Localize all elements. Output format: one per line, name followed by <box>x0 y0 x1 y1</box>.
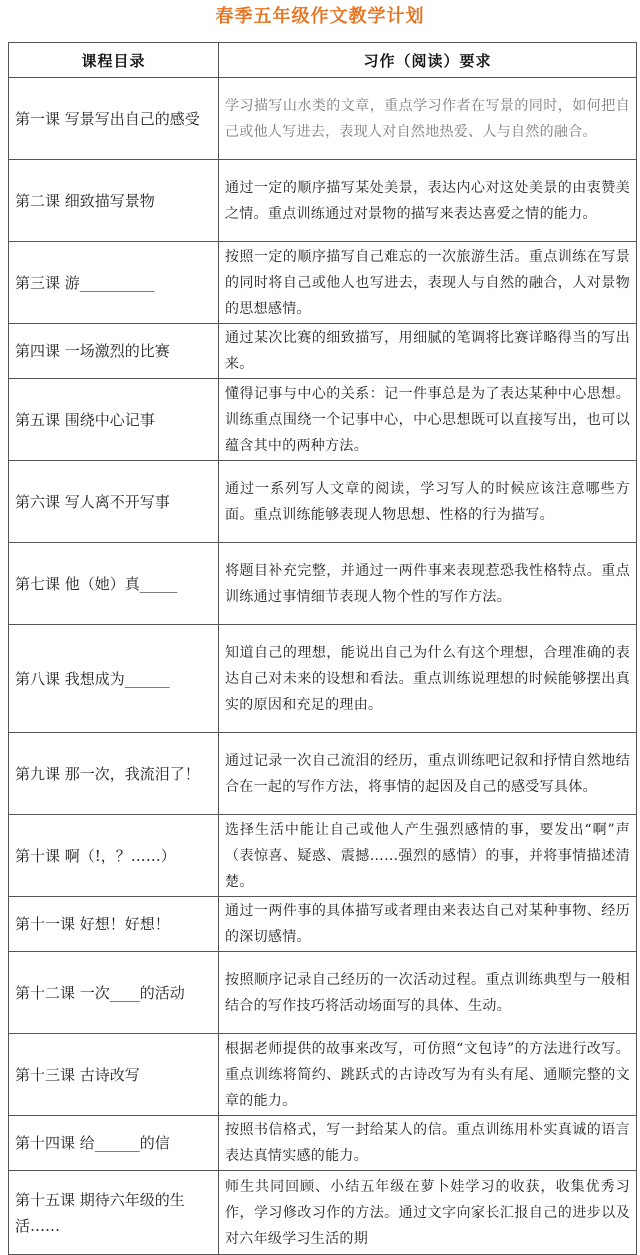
lesson-cell: 第一课 写景写出自己的感受 <box>9 78 219 160</box>
table-row <box>9 242 637 324</box>
requirement-cell: 通过某次比赛的细致描写，用细腻的笔调将比赛详略得当的写出来。 <box>219 324 637 379</box>
header-lesson-catalog: 课程目录 <box>9 43 219 78</box>
lesson-cell: 第十课 啊（!，？……） <box>9 815 219 897</box>
requirement-cell: 按照书信格式，写一封给某人的信。重点训练用朴实真诚的语言表达真情实感的能力。 <box>219 1116 637 1171</box>
table-row <box>9 461 637 543</box>
requirement-cell: 通过一系列写人文章的阅读，学习写人的时候应该注意哪些方面。重点训练能够表现人物思想、性格的行为描写。 <box>219 461 637 543</box>
requirement-cell: 选择生活中能让自己或他人产生强烈感情的事，要发出“啊”声（表惊喜、疑惑、震撼……强烈的感情）的事，并将事情描述清楚。 <box>219 815 637 897</box>
table-row <box>9 1171 637 1255</box>
table-row <box>9 815 637 897</box>
table-row <box>9 625 637 733</box>
page-title: 春季五年级作文教学计划 <box>215 6 425 27</box>
requirement-cell: 学习描写山水类的文章，重点学习作者在写景的同时，如何把自己或他人写进去，表现人对自然地热爱、人与自然的融合。 <box>219 78 637 160</box>
table-row <box>9 379 637 461</box>
requirement-cell: 知道自己的理想，能说出自己为什么有这个理想，合理准确的表达自己对未来的设想和看法。重点训练说理想的时候能够摆出真实的原因和充足的理由。 <box>219 625 637 733</box>
requirement-cell: 通过一两件事的具体描写或者理由来表达自己对某种事物、经历的深切感情。 <box>219 897 637 952</box>
requirement-cell: 师生共同回顾、小结五年级在萝卜娃学习的收获，收集优秀习作，学习修改习作的方法。通过文字向家长汇报自己的进步以及对六年级学习生活的期 <box>219 1171 637 1255</box>
table-row <box>9 1116 637 1171</box>
requirement-cell: 按照一定的顺序描写自己难忘的一次旅游生活。重点训练在写景的同时将自己或他人也写进去，表现人与自然的融合，人对景物的思想感情。 <box>219 242 637 324</box>
table-row <box>9 160 637 242</box>
lesson-cell: 第八课 我想成为______ <box>9 625 219 733</box>
lesson-plan-table <box>8 42 637 1255</box>
lesson-cell: 第十一课 好想！好想！ <box>9 897 219 952</box>
lesson-cell: 第九课 那一次，我流泪了！ <box>9 733 219 815</box>
lesson-cell: 第十五课 期待六年级的生活…… <box>9 1171 219 1255</box>
lesson-cell: 第十四课 给______的信 <box>9 1116 219 1171</box>
table-header-row <box>9 43 637 78</box>
table-row <box>9 543 637 625</box>
lesson-cell: 第十二课 一次____的活动 <box>9 952 219 1034</box>
requirement-cell: 懂得记事与中心的关系：记一件事总是为了表达某种中心思想。训练重点围绕一个记事中心，中心思想既可以直接写出，也可以蕴含其中的两种方法。 <box>219 379 637 461</box>
lesson-cell: 第十三课 古诗改写 <box>9 1034 219 1116</box>
lesson-cell: 第二课 细致描写景物 <box>9 160 219 242</box>
requirement-cell: 通过记录一次自己流泪的经历，重点训练吧记叙和抒情自然地结合在一起的写作方法，将事情的起因及自己的感受写具体。 <box>219 733 637 815</box>
requirement-cell: 按照顺序记录自己经历的一次活动过程。重点训练典型与一般相结合的写作技巧将活动场面写的具体、生动。 <box>219 952 637 1034</box>
lesson-cell: 第六课 写人离不开写事 <box>9 461 219 543</box>
requirement-cell: 将题目补充完整，并通过一两件事来表现惹恐我性格特点。重点训练通过事情细节表现人物个性的写作方法。 <box>219 543 637 625</box>
requirement-cell: 通过一定的顺序描写某处美景，表达内心对这处美景的由衷赞美之情。重点训练通过对景物的描写来表达喜爱之情的能力。 <box>219 160 637 242</box>
table-row <box>9 952 637 1034</box>
lesson-cell: 第四课 一场激烈的比赛 <box>9 324 219 379</box>
lesson-cell: 第三课 游__________ <box>9 242 219 324</box>
table-row <box>9 733 637 815</box>
lesson-cell: 第五课 围绕中心记事 <box>9 379 219 461</box>
header-requirement: 习作（阅读）要求 <box>219 43 637 78</box>
table-row <box>9 897 637 952</box>
table-row <box>9 78 637 160</box>
lesson-cell: 第七课 他（她）真_____ <box>9 543 219 625</box>
table-row <box>9 324 637 379</box>
table-row <box>9 1034 637 1116</box>
requirement-cell: 根据老师提供的故事来改写，可仿照“文包诗”的方法进行改写。重点训练将简约、跳跃式的古诗改写为有头有尾、通顺完整的文章的能力。 <box>219 1034 637 1116</box>
